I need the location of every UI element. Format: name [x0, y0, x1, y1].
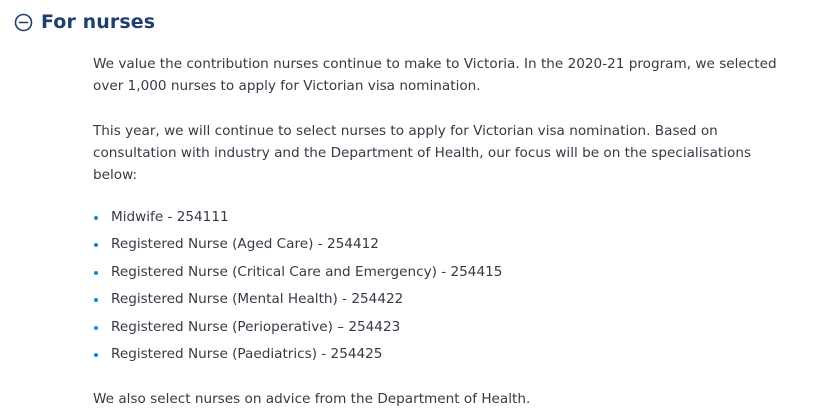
list-item — [93, 343, 783, 370]
closing-paragraph: We also select nurses on advice from the Department of Health. — [93, 391, 531, 408]
minus-circle-icon[interactable] — [14, 13, 33, 32]
list-item — [93, 233, 783, 260]
list-item-text: Registered Nurse (Paediatrics) - 254425 — [111, 345, 383, 362]
list-item-text: Midwife - 254111 — [111, 209, 229, 225]
list-item — [93, 206, 783, 233]
list-item — [93, 261, 783, 288]
bullet-icon — [94, 243, 98, 247]
accordion-header-for-nurses[interactable] — [14, 11, 155, 33]
bullet-icon — [94, 298, 98, 302]
bullet-icon — [94, 271, 98, 275]
list-item-text: Registered Nurse (Critical Care and Emergency) - 254415 — [111, 263, 503, 280]
bullet-icon — [94, 326, 98, 330]
bullet-icon — [94, 353, 98, 357]
list-item-text: Registered Nurse (Perioperative) – 254423 — [111, 318, 401, 335]
focus-paragraph: This year, we will continue to select nurses to apply for Victorian visa nomination. Based on consultation with industry and the Department of Health, our focus will be on the specialisations below: — [93, 123, 752, 183]
specialisations-list — [93, 206, 783, 370]
section-title: For nurses — [41, 11, 156, 33]
list-item — [93, 288, 783, 315]
list-item — [93, 316, 783, 343]
list-item-text: Registered Nurse (Aged Care) - 254412 — [111, 236, 379, 253]
list-item-text: Registered Nurse (Mental Health) - 254422 — [111, 291, 404, 308]
bullet-icon — [94, 216, 98, 220]
intro-paragraph: We value the contribution nurses continue to make to Victoria. In the 2020-21 program, we selected over 1,000 nurses to apply for Victorian visa nomination. — [93, 56, 777, 94]
accordion-content — [93, 53, 783, 410]
